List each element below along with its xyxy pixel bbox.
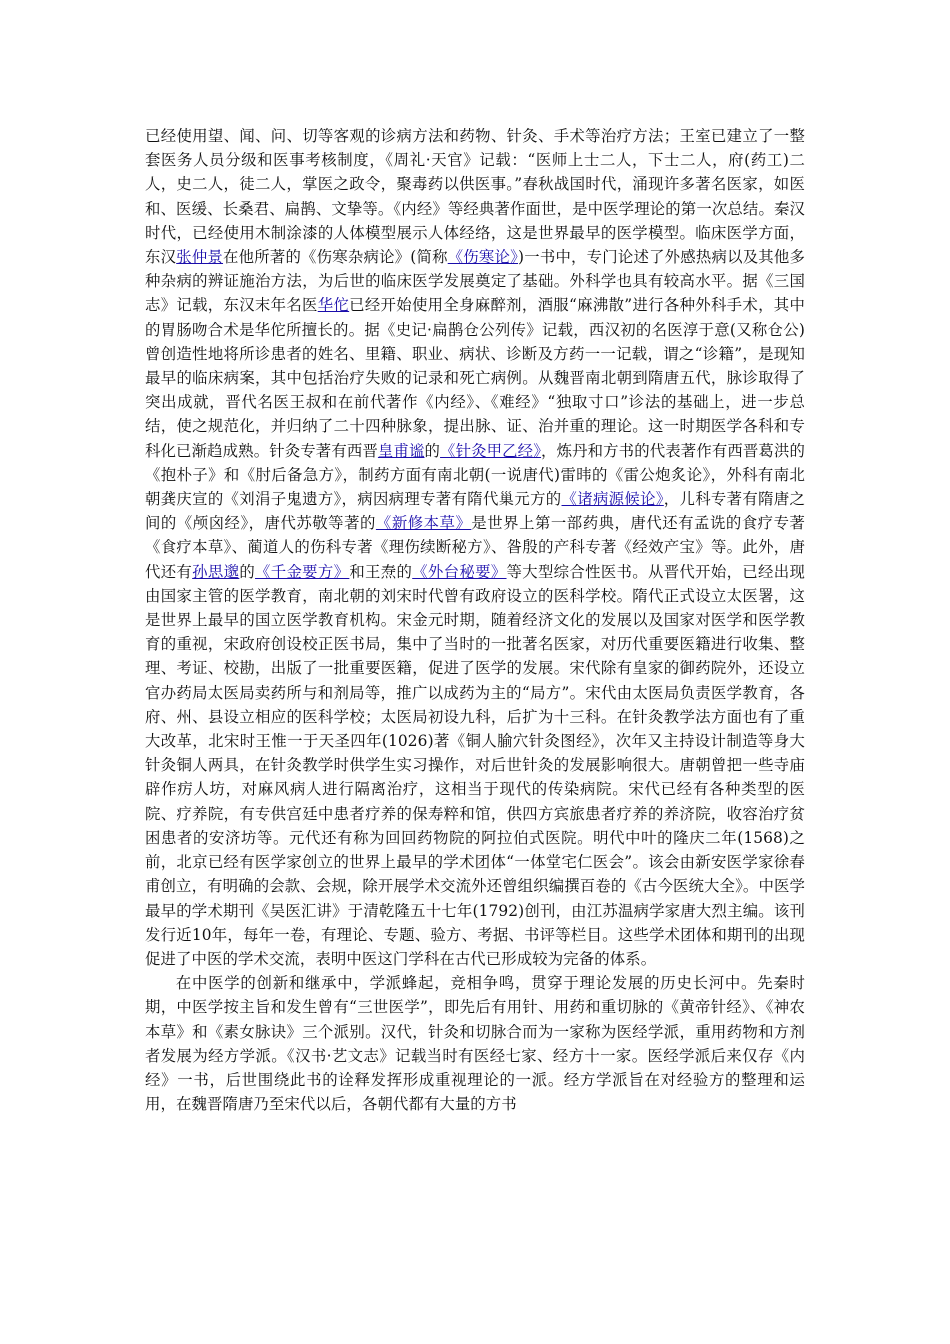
paragraph bbox=[145, 124, 805, 971]
text-link[interactable]: 《新修本草》 bbox=[375, 514, 472, 533]
text-link[interactable]: 华佗 bbox=[317, 296, 350, 315]
paragraph-text: 和王焘的 bbox=[349, 562, 413, 581]
text-link[interactable]: 《千金要方》 bbox=[255, 562, 350, 581]
paragraph-text: 已经开始使用全身麻醉剂，酒服“麻沸散”进行各种外科手术，其中的胃肠吻合术是华佗所擅长的。据《史记·扁鹊仓公列传》记载，西汉初的名医淳于意(又称仓公)曾创造性地将所诊患者的姓名、里籍、职业、病状、诊断及方药一一记载，谓之“诊籍”，是现知最早的临床病案，其中包括治疗失败的记录和死亡病例。从魏晋南北朝到隋唐五代，脉诊取得了突出成就，晋代名医王叔和在前代著作《内经》、《难经》“独取寸口”诊法的基础上，进一步总结，使之规范化，并归纳了二十四种脉象，提出脉、证、治并重的理论。这一时期医学各科和专科化已渐趋成熟。针灸专著有西晋 bbox=[145, 296, 805, 460]
text-link[interactable]: 孙思邈 bbox=[192, 562, 240, 581]
paragraph-text: 在中医学的创新和继承中，学派蜂起，竞相争鸣，贯穿于理论发展的历史长河中。先秦时期，中医学按主旨和发生曾有“三世医学”，即先后有用针、用药和重切脉的《黄帝针经》、《神农本草》和《素女脉诀》三个派别。汉代，针灸和切脉合而为一家称为医经学派，重用药物和方剂者发展为经方学派。《汉书·艺文志》记载当时有医经七家、经方十一家。医经学派后来仅存《内经》一书，后世围绕此书的诠释发挥形成重视理论的一派。经方学派旨在对经验方的整理和运用，在魏晋隋唐乃至宋代以后，各朝代都有大量的方书 bbox=[145, 974, 805, 1114]
paragraph-text: )一书中，专门论述了外感热病以及其他多种杂病的辨证施治方法，为后世的临床医学发展奠定了基础。外科学也具有较高水平。据《三国志》记载，东汉末年名医 bbox=[145, 248, 805, 315]
paragraph-text: ，儿科专著有隋唐之间的《颅囟经》，唐代苏敬等著的 bbox=[145, 490, 805, 533]
paragraph-text: 已经使用望、闻、问、切等客观的诊病方法和药物、针灸、手术等治疗方法；王室已建立了一整套医务人员分级和医事考核制度，《周礼·天官》记载：“医师上士二人，下士二人，府(药工)二人，史二人，徒二人，掌医之政令，聚毒药以供医事。”春秋战国时代，涌现许多著名医家，如医和、医缓、长桑君、扁鹊、文挚等。《内经》等经典著作面世，是中医学理论的第一次总结。秦汉时代，已经使用木制涂漆的人体模型展示人体经络，这是世界最早的医学模型。临床医学方面，东汉 bbox=[145, 127, 805, 267]
paragraph-text: ，炼丹和方书的代表著作有西晋葛洪的《抱朴子》和《肘后备急方》，制药方面有南北朝(一说唐代)雷𬀩的《雷公炮炙论》，外科有南北朝龚庆宣的《刘涓子鬼遗方》，病因病理专著有隋代巢元方的 bbox=[145, 441, 805, 509]
paragraph-text: 等大型综合性医书。从晋代开始，已经出现由国家主管的医学教育，南北朝的刘宋时代曾有政府设立的医科学校。隋代正式设立太医署，这是世界上最早的国立医学教育机构。宋金元时期，随着经济文化的发展以及国家对医学和医学教育的重视，宋政府创设校正医书局，集中了当时的一批著名医家，对历代重要医籍进行收集、整理、考证、校勘，出版了一批重要医籍，促进了医学的发展。宋代除有皇家的御药院外，还设立官办药局太医局卖药所与和剂局等，推广以成药为主的“局方”。宋代由太医局负责医学教育，各府、州、县设立相应的医科学校；太医局初设九科，后扩为十三科。在针灸教学法方面也有了重大改革，北宋时王惟一于天圣四年(1026)著《铜人腧穴针灸图经》，次年又主持设计制造等身大针灸铜人两具，在针灸教学时供学生实习操作，对后世针灸的发展影响很大。唐朝曾把一些寺庙辟作疠人坊，对麻风病人进行隔离治疗，这相当于现代的传染病院。宋代已经有各种类型的医院、疗养院，有专供宫廷中患者疗养的保寿粹和馆，供四方宾旅患者疗养的养济院，收容治疗贫困患者的安济坊等。元代还有称为回回药物院的阿拉伯式医院。明代中叶的隆庆二年(1568)之前，北京已经有医学家创立的世界上最早的学术团体“一体堂宅仁医会”。该会由新安医学家徐春甫创立，有明确的会款、会规，除开展学术交流外还曾组织编撰百卷的《古今医统大全》。中医学最早的学术期刊《吴医汇讲》于清乾隆五十七年(1792)创刊，由江苏温病学家唐大烈主编。该刊发行近10年，每年一卷，有理论、专题、验方、考据、书评等栏目。这些学术团体和期刊的出现促进了中医的学术交流，表明中医这门学科在古代已形成较为完备的体系。 bbox=[145, 562, 805, 968]
text-link[interactable]: 《外台秘要》 bbox=[412, 562, 507, 581]
paragraph-text: 在他所著的《伤寒杂病论》(简称 bbox=[223, 248, 448, 267]
paragraph-text: 是世界上第一部药典，唐代还有孟诜的食疗专著《食疗本草》、蔺道人的伤科专著《理伤续断秘方》、昝殷的产科专著《经效产宝》等。此外，唐代还有 bbox=[145, 514, 805, 581]
document-body bbox=[145, 124, 805, 1116]
text-link[interactable]: 张仲景 bbox=[176, 248, 224, 267]
paragraph-text: 的 bbox=[239, 562, 256, 581]
paragraph bbox=[145, 971, 805, 1116]
text-link[interactable]: 《诸病源候论》 bbox=[561, 490, 664, 509]
text-link[interactable]: 皇甫谧 bbox=[377, 441, 425, 460]
text-link[interactable]: 《针灸甲乙经》 bbox=[440, 441, 542, 460]
paragraph-text: 的 bbox=[424, 441, 441, 460]
text-link[interactable]: 《伤寒论》 bbox=[447, 248, 519, 267]
